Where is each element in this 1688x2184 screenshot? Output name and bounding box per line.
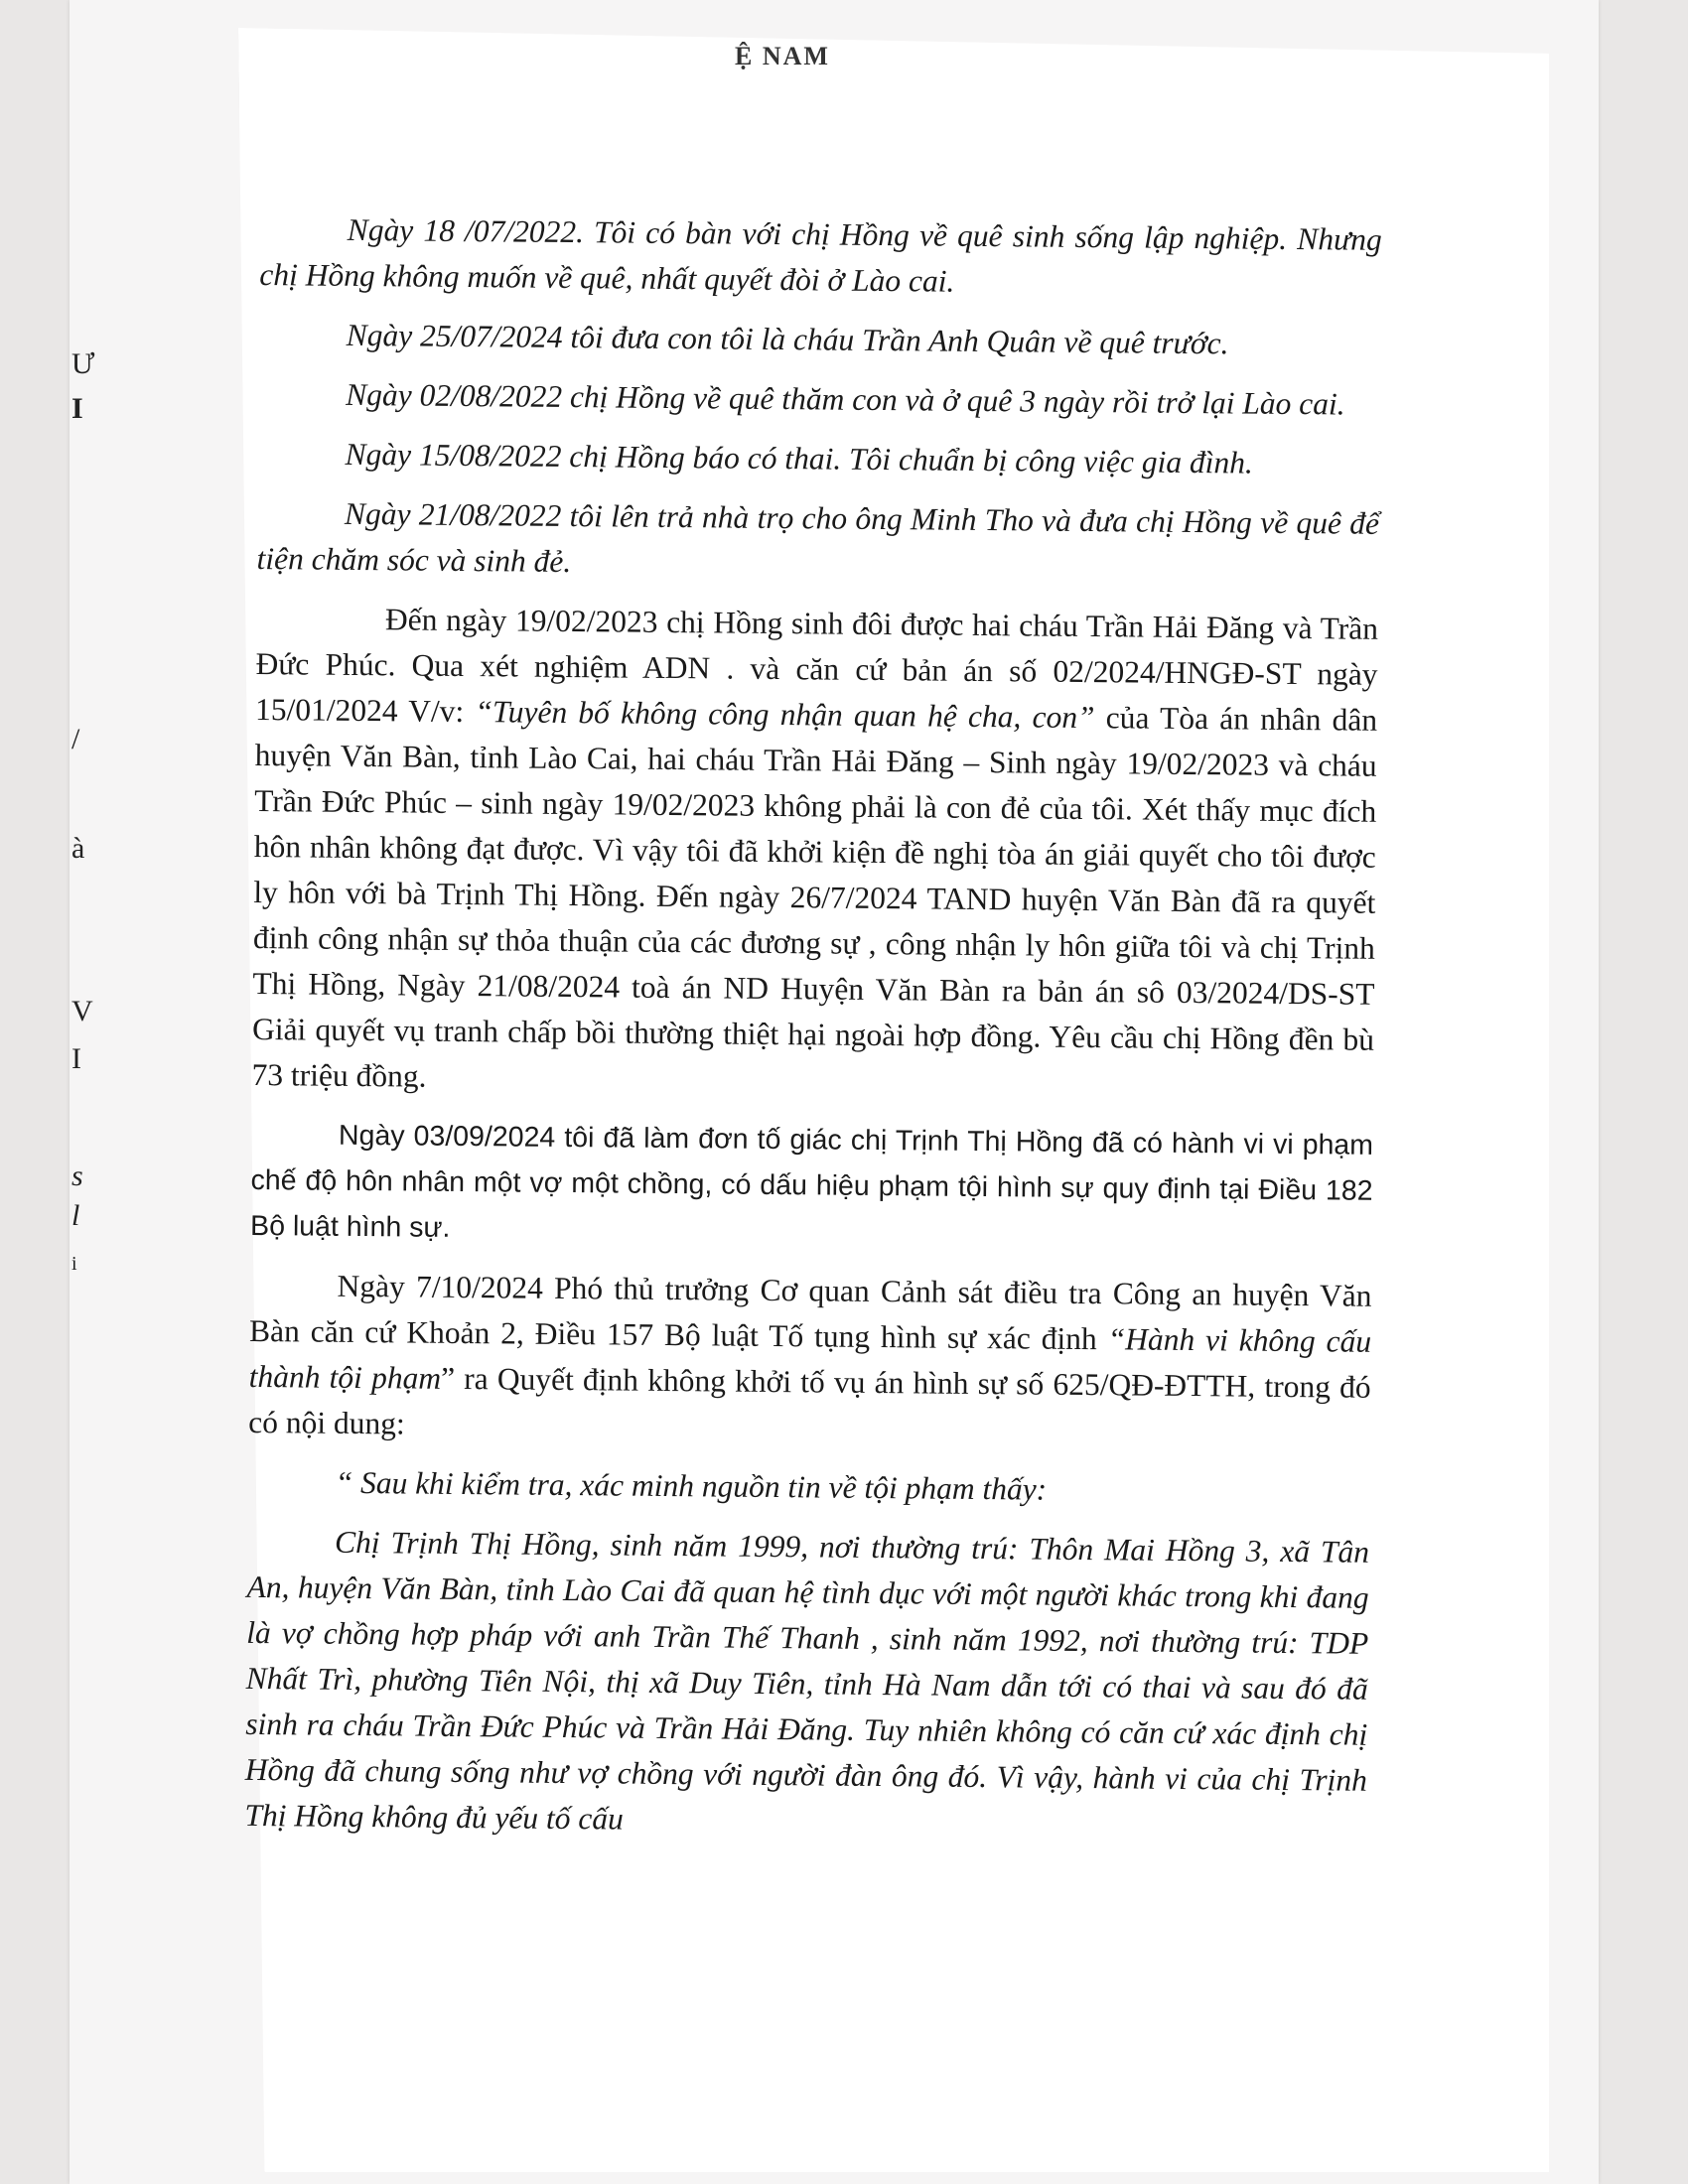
paragraph-6-text-a: Đến ngày 19/02/2023 chị Hồng sinh đôi được hai cháu Trần Hải Đăng và Trần Đức Phúc. Qua xét nghiệm ADN . và căn cứ bản án số 02/2024/HNGĐ-ST ngày 15/01/2024 V/v: (254, 602, 1379, 730)
paragraph-5: Ngày 21/08/2022 tôi lên trả nhà trọ cho ông Minh Tho và đưa chị Hồng về quê để tiện chăm sóc và sinh đẻ. (256, 495, 1380, 580)
paragraph-3: Ngày 02/08/2022 chị Hồng về quê thăm con và ở quê 3 ngày rồi trở lại Lào cai. (346, 376, 1345, 422)
paragraph-6 (251, 596, 1378, 1109)
paragraph-1: Ngày 18 /07/2022. Tôi có bàn với chị Hồng về quê sinh sống lập nghiệp. Nhưng chị Hồng không muốn về quê, nhất quyết đòi ở Lào cai. (259, 211, 1382, 299)
edge-fragment: I (71, 1042, 81, 1075)
edge-fragment: s (71, 1160, 83, 1192)
document-body (244, 206, 1382, 1863)
edge-fragment: l (71, 1199, 80, 1232)
edge-fragment: I (71, 392, 83, 425)
edge-fragment: à (71, 832, 85, 865)
paragraph-6-text-b: của Tòa án nhân dân huyện Văn Bàn, tỉnh Lào Cai, hai cháu Trần Hải Đăng – Sinh ngày 19/02/2023 và cháu Trần Đức Phúc – sinh ngày 19/02/2023 không phải là con đẻ của tôi. Xét thấy mục đích hôn nhân không đạt được. Vì vậy tôi đã khởi kiện đề nghị tòa án giải quyết cho tôi được ly hôn với bà Trịnh Thị Hồng. Đến ngày 26/7/2024 TAND huyện Văn Bàn đã ra quyết định công nhận sự thỏa thuận của các đương sự , công nhận ly hôn giữa tôi và chị Trịnh Thị Hồng, Ngày 21/08/2024 toà án ND Huyện Văn Bàn ra bản án sô 03/2024/DS-ST Giải quyết vụ tranh chấp bồi thường thiệt hại ngoài hợp đồng. Yêu cầu chị Hồng đền bù 73 triệu đồng. (251, 700, 1378, 1094)
paragraph-8-quote: “Hành vi không cấu thành tội phạm (248, 1321, 1372, 1396)
edge-fragment: V (71, 995, 93, 1027)
paragraph-6-quote: “Tuyên bố không công nhận quan hệ cha, con” (475, 694, 1095, 736)
paragraph-9: “ Sau khi kiểm tra, xác minh nguồn tin về tội phạm thấy: (335, 1464, 1048, 1507)
paragraph-8-text-a: Ngày 7/10/2024 Phó thủ trưởng Cơ quan Cảnh sát điều tra Công an huyện Văn Bàn căn cứ Khoản 2, Điều 157 Bộ luật Tố tụng hình sự xác định (248, 1268, 1372, 1357)
paragraph-7: Ngày 03/09/2024 tôi đã làm đơn tố giác chị Trịnh Thị Hồng đã có hành vi vi phạm chế độ hôn nhân một vợ một chồng, có dấu hiệu phạm tội hình sự quy định tại Điều 182 Bộ luật hình sự. (249, 1119, 1374, 1244)
edge-fragment: i (71, 1253, 77, 1275)
edge-fragment: / (71, 723, 80, 755)
paragraph-4: Ngày 15/08/2022 chị Hồng báo có thai. Tôi chuẩn bị công việc gia đình. (345, 436, 1254, 480)
paragraph-8 (248, 1263, 1372, 1456)
edge-fragment: Ư (71, 347, 95, 380)
paragraph-8-text-b: ” ra Quyết định không khởi tố vụ án hình sự số 625/QĐ-ĐTTH, trong đó có nội dung: (248, 1360, 1371, 1441)
paragraph-10: Chị Trịnh Thị Hồng, sinh năm 1999, nơi thường trú: Thôn Mai Hồng 3, xã Tân An, huyện Văn Bàn, tỉnh Lào Cai đã quan hệ tình dục với một người khác trong khi đang là vợ chồng hợp pháp với anh Trần Thế Thanh , sinh năm 1992, nơi thường trú: TDP Nhất Trì, phường Tiên Nội, thị xã Duy Tiên, tỉnh Hà Nam dẫn tới có thai và sau đó đã sinh ra cháu Trần Đức Phúc và Trần Hải Đăng. Tuy nhiên không có căn cứ xác định chị Hồng đã chung sống như vợ chồng với người đàn ông đó. Vì vậy, hành vi của chị Trịnh Thị Hồng không đủ yếu tố cấu (244, 1524, 1370, 1837)
paragraph-2: Ngày 25/07/2024 tôi đưa con tôi là cháu Trần Anh Quân về quê trước. (346, 317, 1229, 361)
header-fragment: Ệ NAM (735, 42, 830, 70)
